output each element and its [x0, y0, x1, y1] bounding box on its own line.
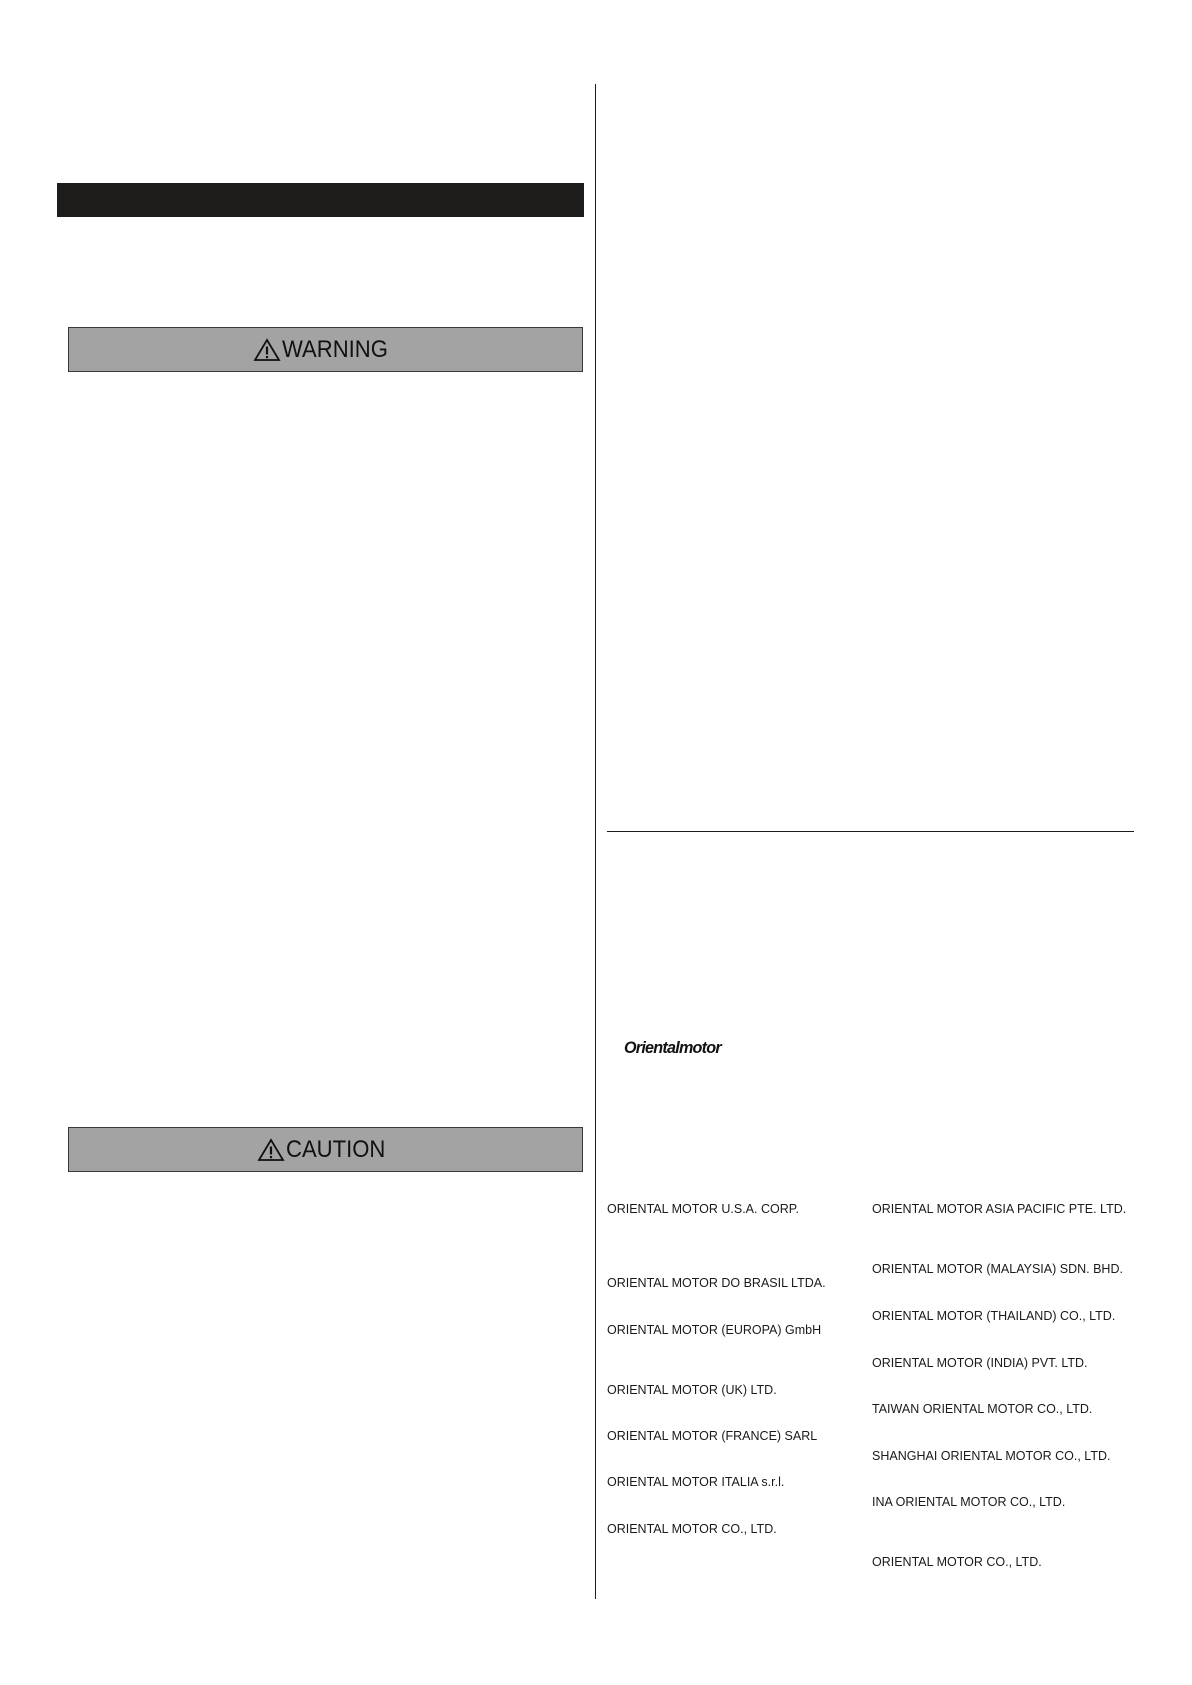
- company-name: ORIENTAL MOTOR (FRANCE) SARL: [607, 1429, 818, 1443]
- caution-label: CAUTION: [286, 1135, 386, 1163]
- horizontal-rule: [607, 831, 1134, 832]
- company-name: ORIENTAL MOTOR ASIA PACIFIC PTE. LTD.: [872, 1202, 1127, 1216]
- company-name: SHANGHAI ORIENTAL MOTOR CO., LTD.: [872, 1449, 1111, 1463]
- company-name: ORIENTAL MOTOR (UK) LTD.: [607, 1383, 777, 1397]
- warning-banner: [68, 327, 583, 372]
- warning-triangle-icon: [253, 338, 281, 362]
- column-divider: [595, 84, 596, 1599]
- company-name: ORIENTAL MOTOR CO., LTD.: [607, 1522, 777, 1536]
- company-name: ORIENTAL MOTOR CO., LTD.: [872, 1555, 1042, 1569]
- company-name: ORIENTAL MOTOR (EUROPA) GmbH: [607, 1323, 822, 1337]
- company-name: ORIENTAL MOTOR (MALAYSIA) SDN. BHD.: [872, 1262, 1123, 1276]
- caution-banner: [68, 1127, 583, 1172]
- section-header-bar: [57, 183, 584, 217]
- oriental-motor-logo: Orientalmotor: [624, 1038, 721, 1057]
- company-name: ORIENTAL MOTOR ITALIA s.r.l.: [607, 1475, 785, 1489]
- caution-triangle-icon: [257, 1138, 285, 1162]
- company-name: ORIENTAL MOTOR (THAILAND) CO., LTD.: [872, 1309, 1116, 1323]
- company-name: TAIWAN ORIENTAL MOTOR CO., LTD.: [872, 1402, 1093, 1416]
- warning-label: WARNING: [282, 335, 389, 363]
- company-name: ORIENTAL MOTOR U.S.A. CORP.: [607, 1202, 799, 1216]
- company-name: INA ORIENTAL MOTOR CO., LTD.: [872, 1495, 1066, 1509]
- company-name: ORIENTAL MOTOR DO BRASIL LTDA.: [607, 1276, 826, 1290]
- company-name: ORIENTAL MOTOR (INDIA) PVT. LTD.: [872, 1356, 1088, 1370]
